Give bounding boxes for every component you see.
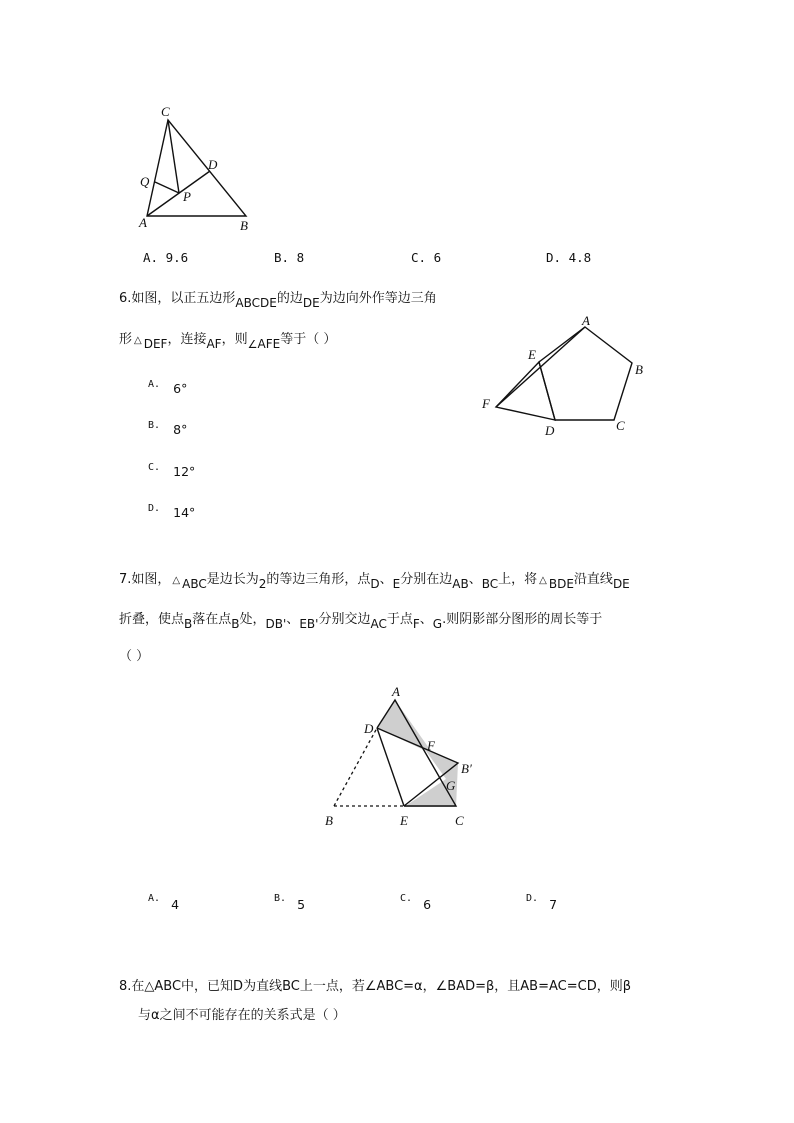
- q7-option-d[interactable]: [526, 886, 558, 912]
- option-value: 9.6: [165, 250, 189, 265]
- q6-stem-line1: 6.如图，以正五边形ABCDE的边DE为边向外作等边三角: [119, 291, 437, 310]
- label-E: E: [400, 813, 408, 828]
- label-G: G: [446, 778, 456, 793]
- q7-option-b[interactable]: [274, 886, 306, 912]
- label-B: B: [240, 218, 248, 233]
- option-value: 6: [433, 250, 442, 265]
- label-C: C: [616, 418, 625, 433]
- option-mark: A.: [148, 893, 161, 904]
- label-Bprime: B′: [461, 761, 472, 776]
- label-D: D: [545, 423, 555, 438]
- q7-stem-line1: 7.如图， △ ABC是边长为2的等边三角形，点D、E分别在边AB、BC上，将 △ BDE沿直线DE: [119, 572, 630, 591]
- option-value: 4: [171, 897, 180, 912]
- label-C: C: [455, 813, 464, 828]
- option-mark: D.: [526, 893, 539, 904]
- label-F: F: [482, 396, 490, 411]
- option-mark: B.: [274, 250, 290, 265]
- label-D: D: [364, 721, 374, 736]
- option-value: 6°: [173, 381, 188, 396]
- option-value: 4.8: [568, 250, 592, 265]
- q8-stem-line1: 8.在△ABC中，已知D为直线BC上一点，若∠ABC=α，∠BAD=β，且AB=AC=CD，则β: [119, 979, 632, 994]
- option-value: 6: [423, 897, 432, 912]
- label-Q: Q: [140, 174, 150, 189]
- option-mark: D.: [148, 503, 161, 514]
- label-F: F: [427, 738, 435, 753]
- option-value: 14°: [173, 505, 196, 520]
- option-mark: C.: [148, 462, 161, 473]
- option-value: 12°: [173, 464, 196, 479]
- option-mark: B.: [274, 893, 287, 904]
- label-D: D: [208, 157, 218, 172]
- label-E: E: [528, 347, 536, 362]
- option-value: 8: [296, 250, 305, 265]
- label-A: A: [392, 684, 400, 699]
- q7-option-c[interactable]: [400, 886, 432, 912]
- option-mark: C.: [411, 250, 427, 265]
- q6-stem-line2: 形 △ DEF，连接AF，则$_\angle$AFE等于（ ）: [119, 332, 337, 351]
- q8-stem-line2: 与α之间不可能存在的关系式是（ ）: [138, 1008, 346, 1023]
- label-A: A: [582, 313, 590, 328]
- option-value: 5: [297, 897, 306, 912]
- label-A: A: [139, 215, 147, 230]
- option-mark: A.: [148, 379, 161, 390]
- option-mark: B.: [148, 420, 161, 431]
- q7-option-a[interactable]: [148, 886, 180, 912]
- option-value: 8°: [173, 422, 188, 437]
- q7-answer-paren: （ ）: [119, 649, 150, 664]
- label-B: B: [325, 813, 333, 828]
- option-mark: A.: [143, 250, 159, 265]
- option-value: 7: [549, 897, 558, 912]
- label-B: B: [635, 362, 643, 377]
- option-mark: C.: [400, 893, 413, 904]
- label-C: C: [161, 104, 170, 119]
- option-mark: D.: [546, 250, 562, 265]
- label-P: P: [183, 189, 191, 204]
- q7-stem-line2: 折叠，使点B落在点B处，DB'、EB'分别交边AC于点F、G.则阴影部分图形的周长等于: [119, 612, 603, 631]
